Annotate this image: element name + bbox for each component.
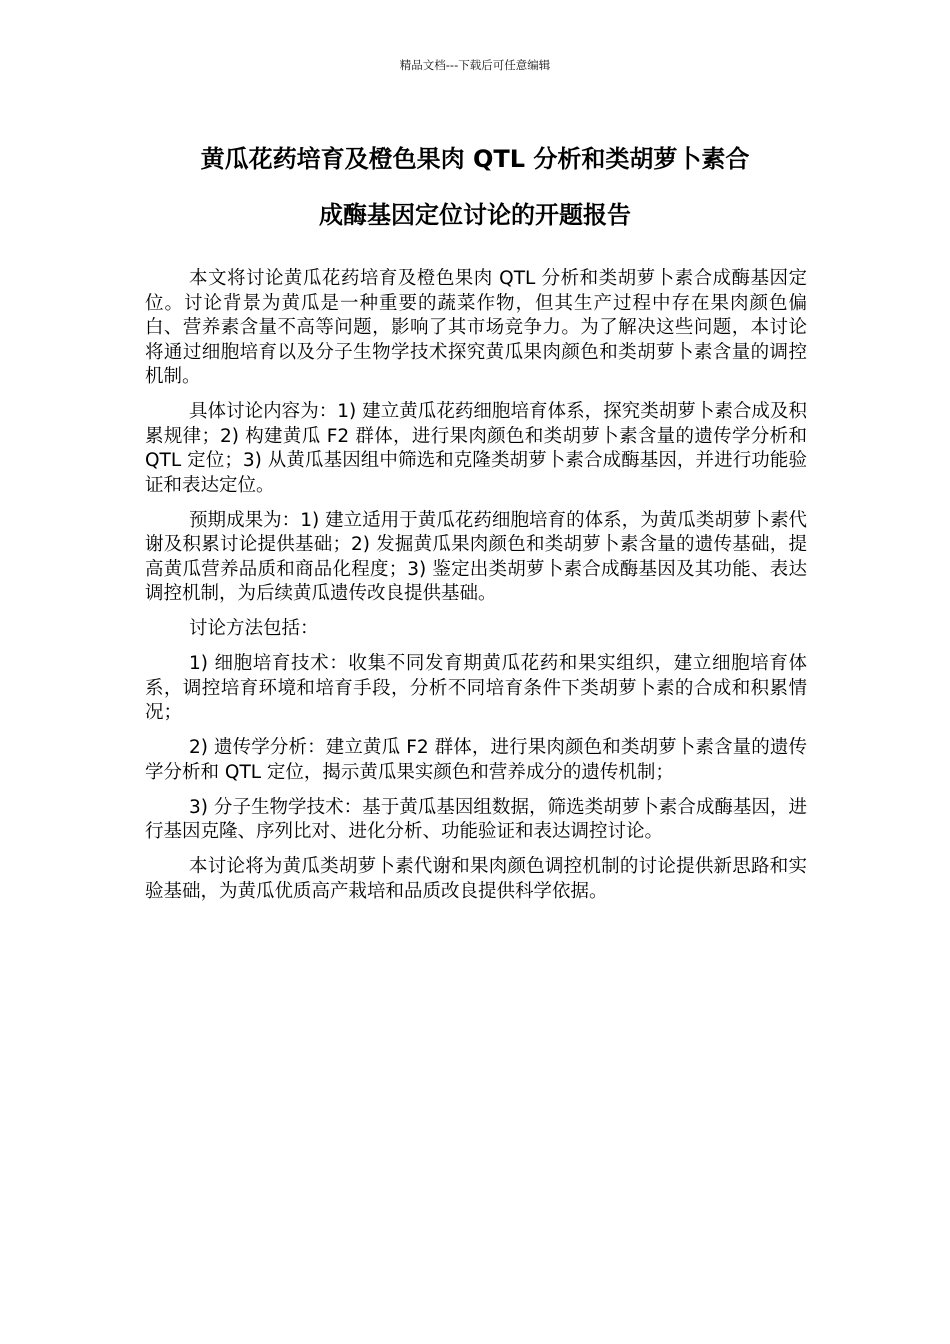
title-line-2: 成酶基因定位讨论的开题报告 [319,201,631,229]
paragraph-methods-intro: 讨论方法包括： [189,618,319,639]
document-body [145,267,807,915]
paragraph-conclusion: 本讨论将为黄瓜类胡萝卜素代谢和果肉颜色调控机制的讨论提供新思路和实验基础，为黄瓜优质高产栽培和品质改良提供科学依据。 [145,856,807,902]
paragraph-background: 本文将讨论黄瓜花药培育及橙色果肉 QTL 分析和类胡萝卜素合成酶基因定位。讨论背景为黄瓜是一种重要的蔬菜作物，但其生产过程中存在果肉颜色偏白、营养素含量不高等问题，影响了其市场竞争力。为了解决这些问题，本讨论将通过细胞培育以及分子生物学技术探究黄瓜果肉颜色和类胡萝卜素含量的调控机制。 [145,268,807,387]
document-title [130,131,820,243]
paragraph-method-2: 2) 遗传学分析：建立黄瓜 F2 群体，进行果肉颜色和类胡萝卜素含量的遗传学分析和 QTL 定位，揭示黄瓜果实颜色和营养成分的遗传机制； [145,737,807,783]
paragraph-expected-results: 预期成果为：1) 建立适用于黄瓜花药细胞培育的体系，为黄瓜类胡萝卜素代谢及积累讨论提供基础；2) 发掘黄瓜果肉颜色和类胡萝卜素含量的遗传基础，提高黄瓜营养品质和商品化程度；3) 鉴定出类胡萝卜素合成酶基因及其功能、表达调控机制，为后续黄瓜遗传改良提供基础。 [145,509,807,604]
title-line-1: 黄瓜花药培育及橙色果肉 QTL 分析和类胡萝卜素合 [200,145,750,173]
paragraph-method-1: 1) 细胞培育技术：收集不同发育期黄瓜花药和果实组织，建立细胞培育体系，调控培育环境和培育手段，分析不同培育条件下类胡萝卜素的合成和积累情况； [145,653,807,723]
paragraph-content: 具体讨论内容为：1) 建立黄瓜花药细胞培育体系，探究类胡萝卜素合成及积累规律；2) 构建黄瓜 F2 群体，进行果肉颜色和类胡萝卜素含量的遗传学分析和 QTL 定位；3) 从黄瓜基因组中筛选和克隆类胡萝卜素合成酶基因，并进行功能验证和表达定位。 [145,401,807,496]
header-note: 精品文档---下载后可任意编辑 [399,58,551,72]
paragraph-method-3: 3) 分子生物学技术：基于黄瓜基因组数据，筛选类胡萝卜素合成酶基因，进行基因克隆、序列比对、进化分析、功能验证和表达调控讨论。 [145,796,807,842]
